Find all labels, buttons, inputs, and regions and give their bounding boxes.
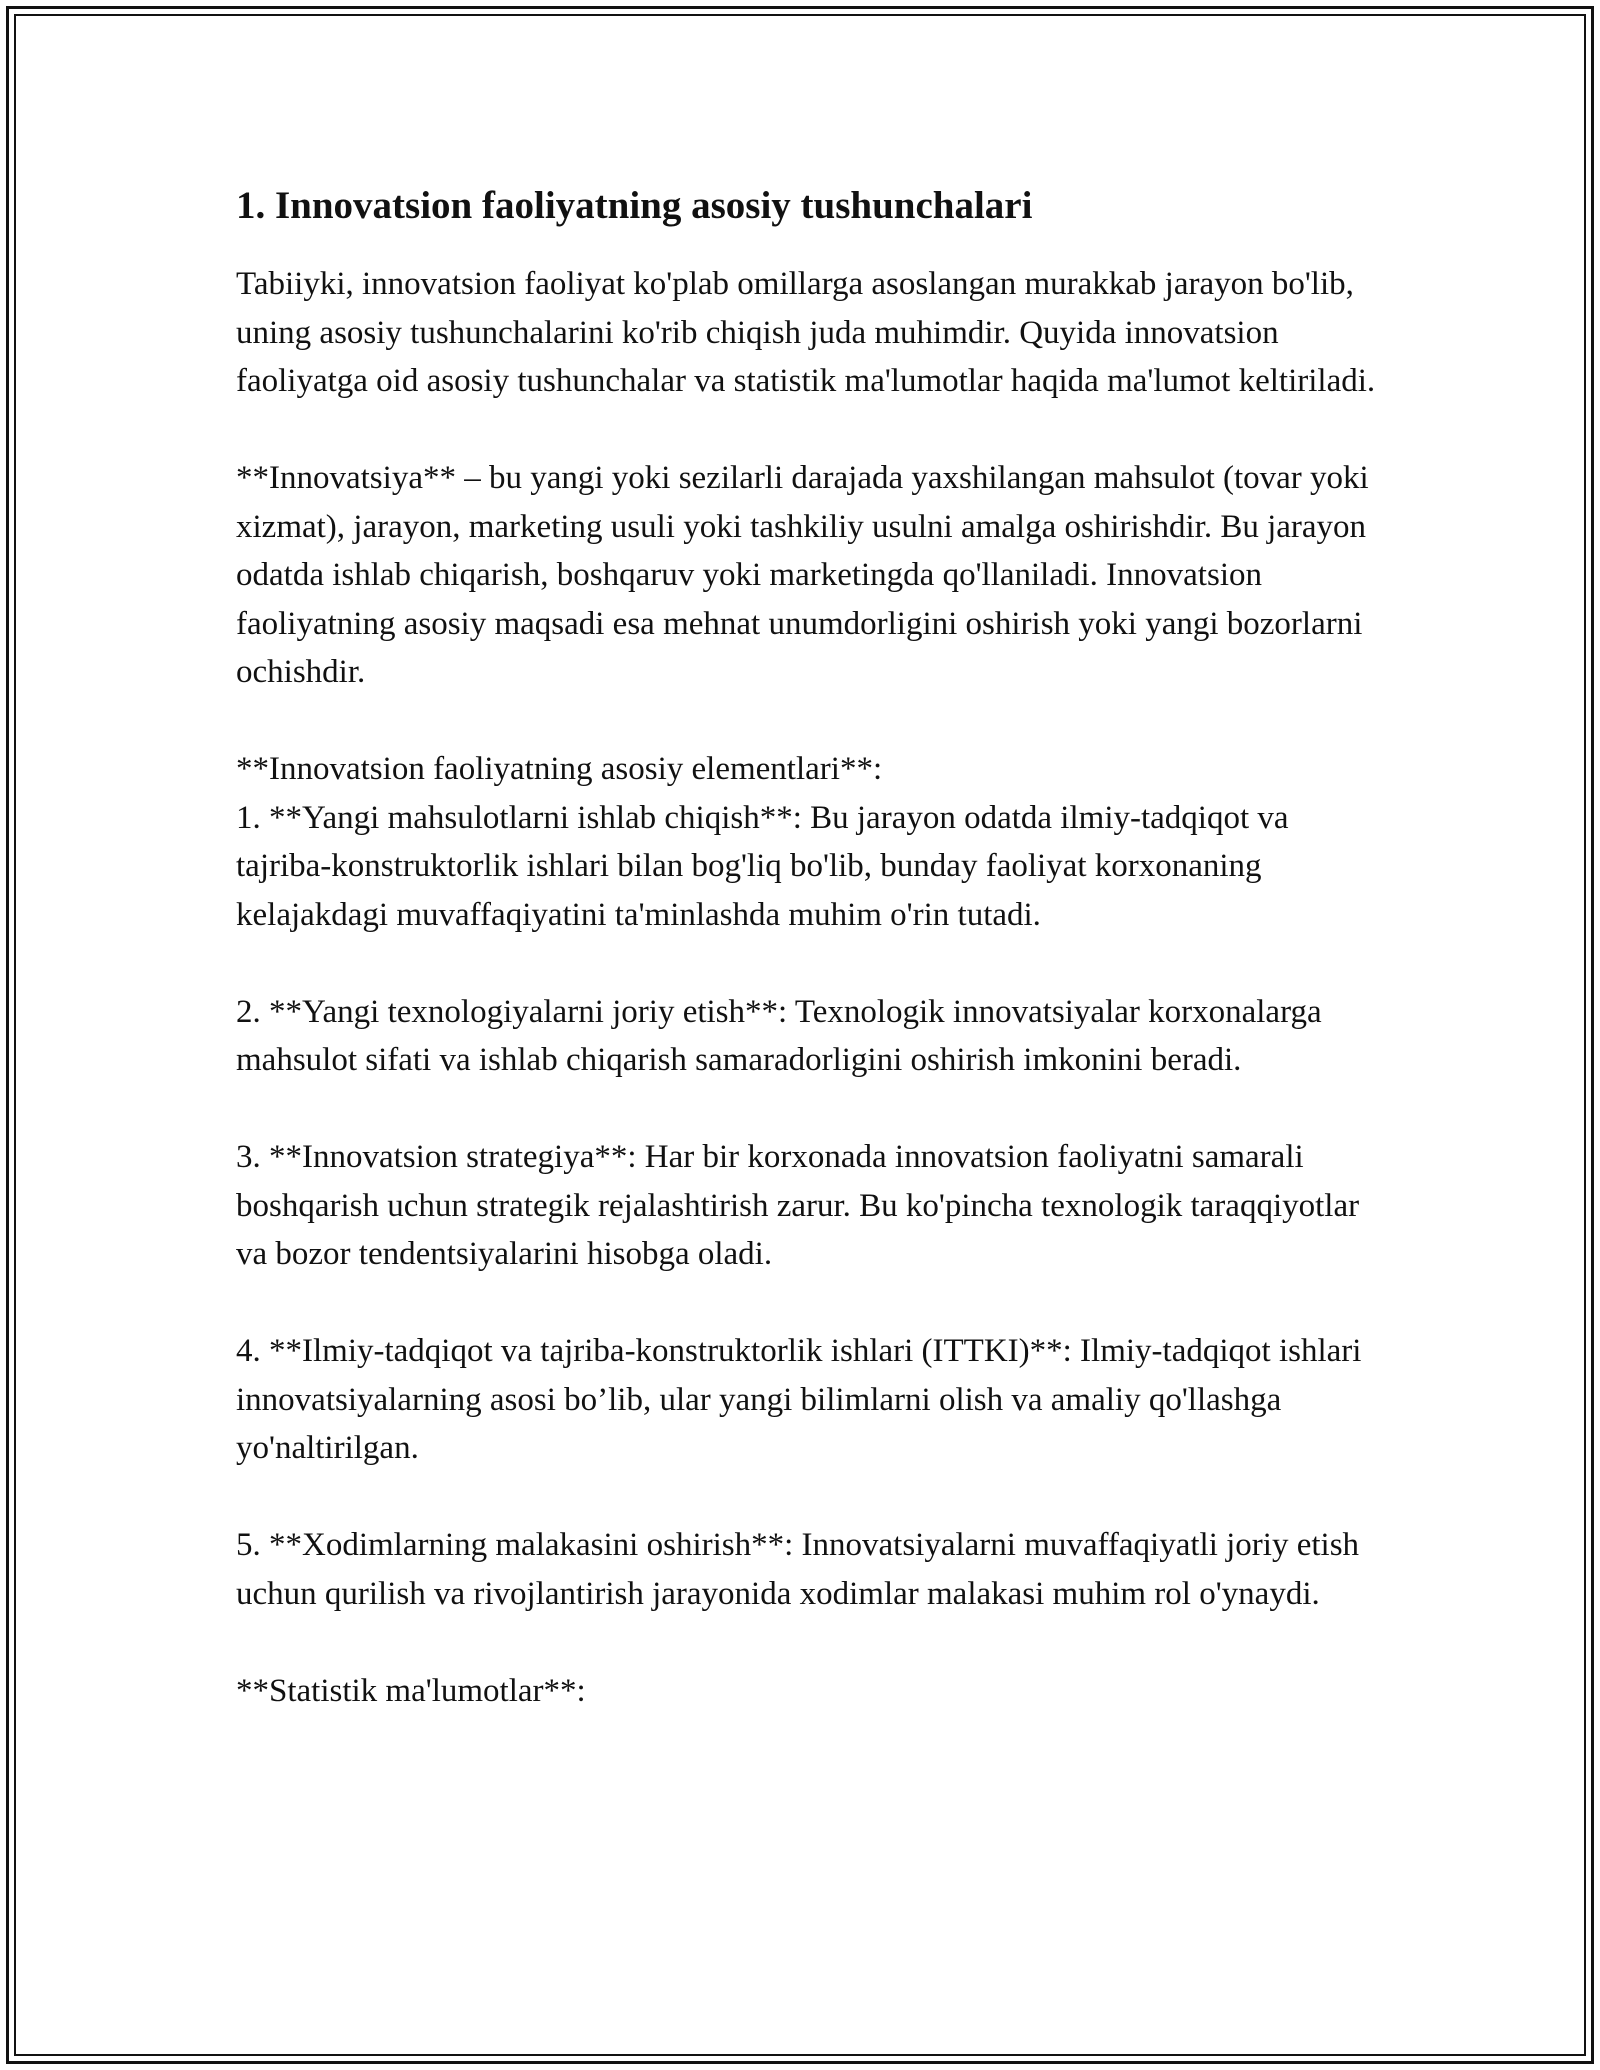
list-item: 5. **Xodimlarning malakasini oshirish**: Innovatsiyalarni muvaffaqiyatli joriy etish uchun qurilish va rivojlantirish jarayonida xodimlar malakasi muhim rol o'ynaydi. <box>236 1527 1360 1612</box>
list-item: 1. **Yangi mahsulotlarni ishlab chiqish**: Bu jarayon odatda ilmiy-tadqiqot va tajriba-konstruktorlik ishlari bilan bog'liq bo'lib, bunday faoliyat korxonaning kelajakdagi muvaffaqiyatini ta'minlashda muhim o'rin tutadi. <box>236 799 1289 933</box>
intro-paragraph: Tabiiyki, innovatsion faoliyat ko'plab omillarga asoslangan murakkab jarayon bo'lib, uning asosiy tushunchalarini ko'rib chiqish juda muhimdir. Quyida innovatsion faoliyatga oid asosiy tushunchalar va statistik ma'lumotlar haqida ma'lumot keltiriladi. <box>236 266 1376 399</box>
paragraph-gap <box>236 939 1376 988</box>
paragraph-gap <box>236 1279 1376 1328</box>
paragraph-gap <box>236 1618 1376 1667</box>
elements-heading: **Innovatsion faoliyatning asosiy elementlari**: <box>236 751 883 787</box>
paragraph-gap <box>236 1085 1376 1134</box>
list-item: 3. **Innovatsion strategiya**: Har bir korxonada innovatsion faoliyatni samarali boshqarish uchun strategik rejalashtirish zarur. Bu ko'pincha texnologik taraqqiyotlar va bozor tendentsiyalarini hisobga oladi. <box>236 1139 1360 1272</box>
paragraph-gap <box>236 1473 1376 1522</box>
list-item: 2. **Yangi texnologiyalarni joriy etish**: Texnologik innovatsiyalar korxonalarga mahsulot sifati va ishlab chiqarish samaradorligini oshirish imkonini beradi. <box>236 993 1322 1078</box>
paragraph-gap <box>236 697 1376 746</box>
paragraph-gap <box>236 406 1376 455</box>
section-heading: 1. Innovatsion faoliyatning asosiy tushunchalari <box>236 184 1033 227</box>
definition-paragraph: **Innovatsiya** – bu yangi yoki sezilarli darajada yaxshilangan mahsulot (tovar yoki xizmat), jarayon, marketing usuli yoki tashkiliy usulni amalga oshirishdir. Bu jarayon odatda ishlab chiqarish, boshqaruv yoki marketingda qo'llaniladi. Innovatsion faoliyatning asosiy maqsadi esa mehnat unumdorligini oshirish yoki yangi bozorlarni ochishdir. <box>236 460 1369 690</box>
document-body <box>236 182 1376 1715</box>
statistics-heading: **Statistik ma'lumotlar**: <box>236 1672 586 1709</box>
list-item: 4. **Ilmiy-tadqiqot va tajriba-konstruktorlik ishlari (ITTKI)**: Ilmiy-tadqiqot ishlari innovatsiyalarning asosi bo’lib, ular yangi bilimlarni olish va amaliy qo'llashga yo'naltirilgan. <box>236 1333 1362 1466</box>
